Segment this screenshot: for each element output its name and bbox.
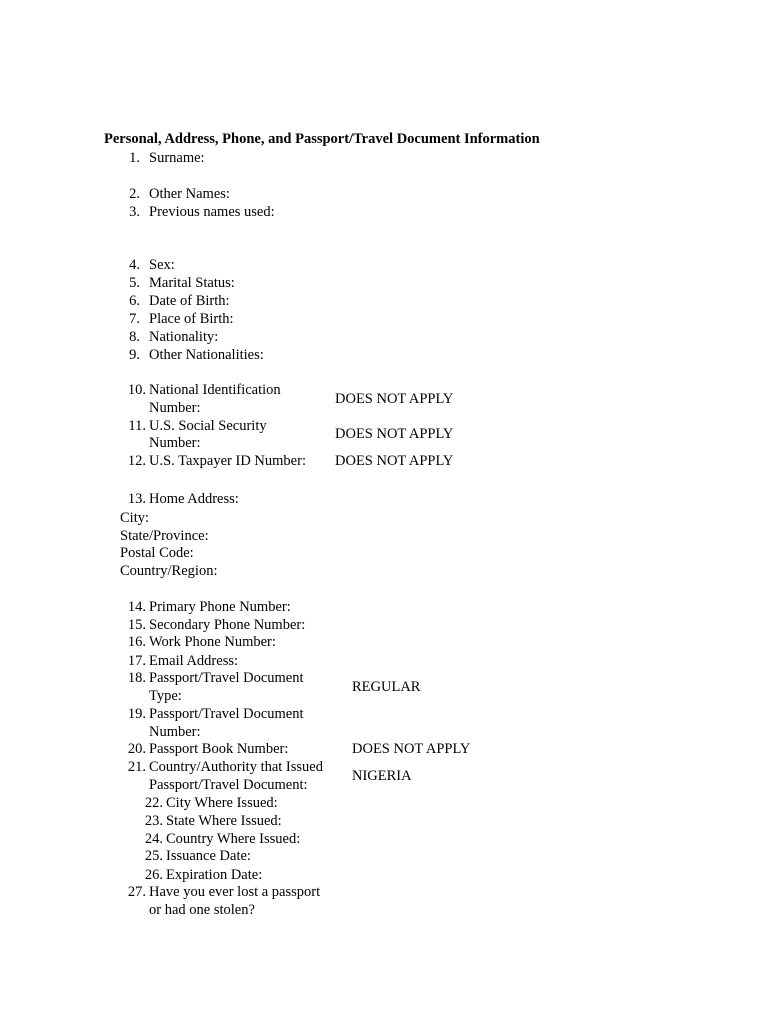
lost-passport-label-cont: or had one stolen? xyxy=(149,902,255,918)
place-of-birth-label: Place of Birth: xyxy=(149,311,234,327)
nationality-label: Nationality: xyxy=(149,329,219,345)
national-id-label: National Identification xyxy=(149,382,281,398)
city-issued-label: City Where Issued: xyxy=(166,795,278,811)
item-number: 6. xyxy=(129,293,140,309)
item-number: 11. xyxy=(128,418,146,434)
item-number: 7. xyxy=(129,311,140,327)
passport-book-number-label: Passport Book Number: xyxy=(149,741,289,757)
document-number-label-cont: Number: xyxy=(149,724,201,740)
state-province-label: State/Province: xyxy=(120,528,209,544)
taxpayer-id-label: U.S. Taxpayer ID Number: xyxy=(149,453,306,469)
ssn-value: DOES NOT APPLY xyxy=(335,426,454,442)
item-number: 14. xyxy=(127,599,146,615)
national-id-label-cont: Number: xyxy=(149,400,201,416)
expiration-date-label: Expiration Date: xyxy=(166,867,263,883)
item-number: 10. xyxy=(127,382,146,398)
passport-book-number-value: DOES NOT APPLY xyxy=(352,741,471,757)
item-number: 21. xyxy=(127,759,146,775)
item-number: 13. xyxy=(127,491,146,507)
document-type-label-cont: Type: xyxy=(149,688,182,704)
item-number: 23. xyxy=(144,813,163,829)
item-number: 20. xyxy=(127,741,146,757)
marital-status-label: Marital Status: xyxy=(149,275,235,291)
state-issued-label: State Where Issued: xyxy=(166,813,282,829)
document-type-label: Passport/Travel Document xyxy=(149,670,304,686)
primary-phone-label: Primary Phone Number: xyxy=(149,599,291,615)
item-number: 16. xyxy=(127,634,146,650)
home-address-label: Home Address: xyxy=(149,491,239,507)
lost-passport-label: Have you ever lost a passport xyxy=(149,884,321,900)
ssn-label: U.S. Social Security xyxy=(149,418,267,434)
item-number: 18. xyxy=(127,670,146,686)
other-nationalities-label: Other Nationalities: xyxy=(149,347,264,363)
work-phone-label: Work Phone Number: xyxy=(149,634,276,650)
secondary-phone-label: Secondary Phone Number: xyxy=(149,617,306,633)
country-region-label: Country/Region: xyxy=(120,563,218,579)
section-heading: Personal, Address, Phone, and Passport/Travel Document Information xyxy=(104,131,540,147)
item-number: 27. xyxy=(127,884,146,900)
ssn-label-cont: Number: xyxy=(149,435,201,451)
other-names-label: Other Names: xyxy=(149,186,230,202)
issuance-date-label: Issuance Date: xyxy=(166,848,251,864)
item-number: 1. xyxy=(129,150,140,166)
item-number: 25. xyxy=(144,848,163,864)
item-number: 17. xyxy=(127,653,146,669)
document-number-label: Passport/Travel Document xyxy=(149,706,304,722)
issuing-authority-label: Country/Authority that Issued xyxy=(149,759,323,775)
item-number: 26. xyxy=(144,867,163,883)
item-number: 22. xyxy=(144,795,163,811)
item-number: 12. xyxy=(127,453,146,469)
item-number: 5. xyxy=(129,275,140,291)
postal-code-label: Postal Code: xyxy=(120,545,194,561)
email-address-label: Email Address: xyxy=(149,653,239,669)
issuing-authority-label-cont: Passport/Travel Document: xyxy=(149,777,308,793)
taxpayer-id-value: DOES NOT APPLY xyxy=(335,453,454,469)
item-number: 9. xyxy=(129,347,140,363)
country-issued-label: Country Where Issued: xyxy=(166,831,301,847)
document-type-value: REGULAR xyxy=(352,679,421,695)
issuing-authority-value: NIGERIA xyxy=(352,768,412,784)
item-number: 19. xyxy=(127,706,146,722)
date-of-birth-label: Date of Birth: xyxy=(149,293,230,309)
surname-label: Surname: xyxy=(149,150,205,166)
sex-label: Sex: xyxy=(149,257,175,273)
item-number: 24. xyxy=(144,831,163,847)
previous-names-label: Previous names used: xyxy=(149,204,275,220)
national-id-value: DOES NOT APPLY xyxy=(335,391,454,407)
item-number: 15. xyxy=(127,617,146,633)
item-number: 4. xyxy=(129,257,140,273)
item-number: 2. xyxy=(129,186,140,202)
item-number: 8. xyxy=(129,329,140,345)
item-number: 3. xyxy=(129,204,140,220)
city-label: City: xyxy=(120,510,150,526)
